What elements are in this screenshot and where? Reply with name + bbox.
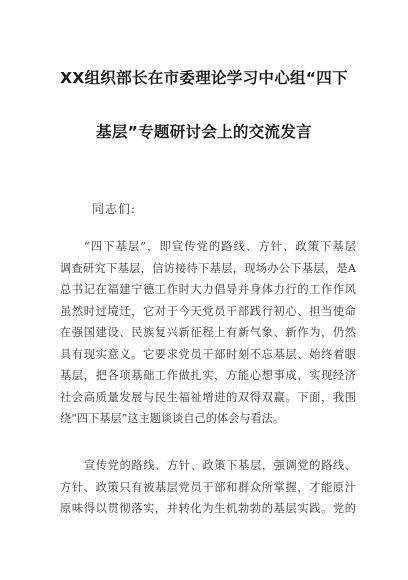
paragraph-line: 方针、政策只有被基层党员干部和群众所掌握，才能原汁	[60, 480, 356, 494]
paragraph-line: 基层，把各项基础工作做扎实，方能心想事成，实现经济	[60, 369, 356, 382]
document-title-line-1: XX组织部长在市委理论学习中心组“四下	[60, 69, 348, 87]
paragraph-line: 具有现实意义。它要求党员干部时刻不忘基层、始终着眼	[60, 347, 356, 361]
paragraph-line: 虽然时过境迁，它对于今天党员干部践行初心、担当使命	[60, 304, 356, 318]
paragraph-line: 原味得以贯彻落实，并转化为生机勃勃的基层实践。党的	[60, 502, 356, 515]
paragraph-line: 在强国建设、民族复兴新征程上有新气象、新作为，仍然	[60, 326, 356, 339]
paragraph-1	[60, 236, 356, 430]
paragraph-line: 宣传党的路线、方针、政策下基层，强调党的路线、	[84, 459, 356, 472]
paragraph-line: 绕“四下基层”这主题谈谈自己的体会与看法。	[60, 412, 285, 425]
document-title-line-2: 基层”专题研讨会上的交流发言	[96, 123, 312, 141]
paragraph-line: 调查研究下基层，信访接待下基层，现场办公下基层，是A	[60, 261, 356, 275]
paragraph-line: 总书记在福建宁德工作时大力倡导并身体力行的工作作风	[60, 283, 356, 296]
salutation: 同志们:	[92, 202, 137, 216]
paragraph-line: “四下基层”，即宣传党的路线、方针、政策下基层	[84, 240, 356, 253]
paragraph-2	[60, 455, 356, 520]
paragraph-line: 社会高质量发展与民生福祉增进的双得双赢。下面，我围	[60, 390, 356, 404]
